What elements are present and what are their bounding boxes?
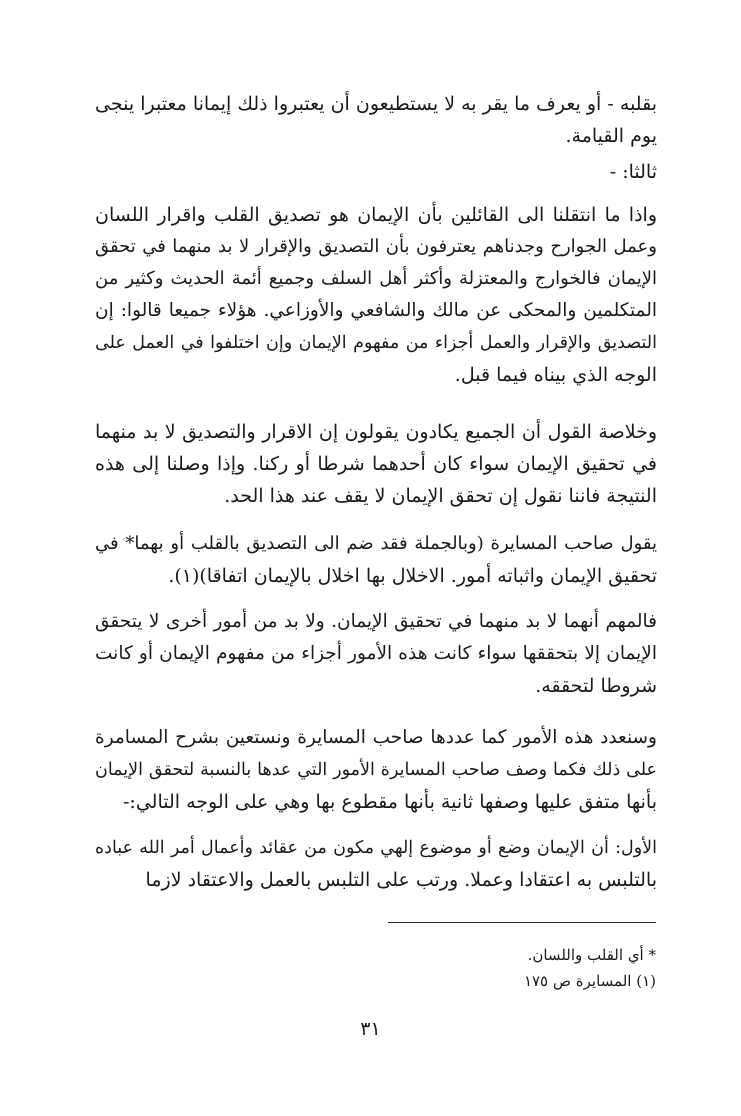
text-line: المتكلمين والمحكى عن مالك والشافعي والأوزاعي. هؤلاء جميعا قالوا: إن <box>95 300 657 321</box>
paragraph-6 <box>95 606 657 702</box>
paragraph-7 <box>95 722 657 818</box>
text-line: في تحقيق الإيمان سواء كان أحدهما شرطا أو ركنا. وإذا وصلنا إلى هذه <box>95 453 657 475</box>
text-line: على ذلك فكما وصف صاحب المسايرة الأمور التي عدها بالنسبة لتحقق الإيمان <box>95 760 657 780</box>
paragraph-8 <box>95 832 657 896</box>
text-line: وخلاصة القول أن الجميع يكادون يقولون إن الاقرار والتصديق لا بد منهما <box>95 421 657 443</box>
text-line: الأول: أن الإيمان وضع أو موضوع إلهي مكون من عقائد وأعمال أمر الله عباده <box>95 838 657 858</box>
text-line: النتيجة فاننا نقول إن تحقق الإيمان لا يقف عند هذا الحد. <box>224 485 657 507</box>
text-line: يوم القيامة. <box>565 125 657 147</box>
text-line: التصديق والإقرار والعمل أجزاء من مفهوم الإيمان وإن اختلفوا في العمل على <box>95 333 657 353</box>
text-line: وعمل الجوارح وجدناهم يعترفون بأن التصديق والإقرار لا بد منهما في تحقق <box>95 236 657 257</box>
text-line: الوجه الذي بيناه فيما قبل. <box>454 364 657 386</box>
text-line: وسنعدد هذه الأمور كما عددها صاحب المسايرة ونستعين بشرح المسامرة <box>95 727 657 748</box>
text-line: بقلبه - أو يعرف ما يقر به لا يستطيعون أن يعتبروا ذلك إيمانا معتبرا ينجى <box>95 93 657 115</box>
text-line: تحقيق الإيمان واثباته أمور. الاخلال بها اخلال بالإيمان اتفاقا)(١). <box>168 565 657 587</box>
footnote-one: (١) المسايرة ص ١٧٥ <box>523 972 656 990</box>
section-heading: ثالثا: - <box>609 161 657 183</box>
paragraph-1 <box>95 88 657 152</box>
paragraph-4 <box>95 416 657 512</box>
paragraph-5 <box>95 528 657 592</box>
text-line: فالمهم أنهما لا بد منهما في تحقيق الإيمان. ولا بد من أمور أخرى لا يتحقق <box>95 611 657 632</box>
text-line: واذا ما انتقلنا الى القائلين بأن الإيمان هو تصديق القلب واقرار اللسان <box>95 204 657 226</box>
text-line: الإيمان فالخوارج والمعتزلة وأكثر أهل السلف وجميع أئمة الحديث وكثير من <box>95 268 657 289</box>
footnote-divider <box>388 922 656 923</box>
footnote-star: * أي القلب واللسان. <box>527 946 656 964</box>
text-line: شروطا لتحققه. <box>535 675 657 697</box>
text-line: الإيمان إلا بتحققها سواء كانت هذه الأمور أجزاء من مفهوم الإيمان أو كانت <box>95 643 657 664</box>
text-line: يقول صاحب المسايرة (وبالجملة فقد ضم الى التصديق بالقلب أو بهما* في <box>95 533 657 554</box>
paragraph-2 <box>95 156 657 188</box>
text-line: بالتلبس به اعتقادا وعملا. ورتب على التلبس بالعمل والاعتقاد لازما <box>145 869 657 891</box>
text-line: بأنها متفق عليها وصفها ثانية بأنها مقطوع بها وهي على الوجه التالي:- <box>123 791 657 813</box>
paragraph-3 <box>95 199 657 391</box>
page-number: ٣١ <box>360 1018 381 1040</box>
